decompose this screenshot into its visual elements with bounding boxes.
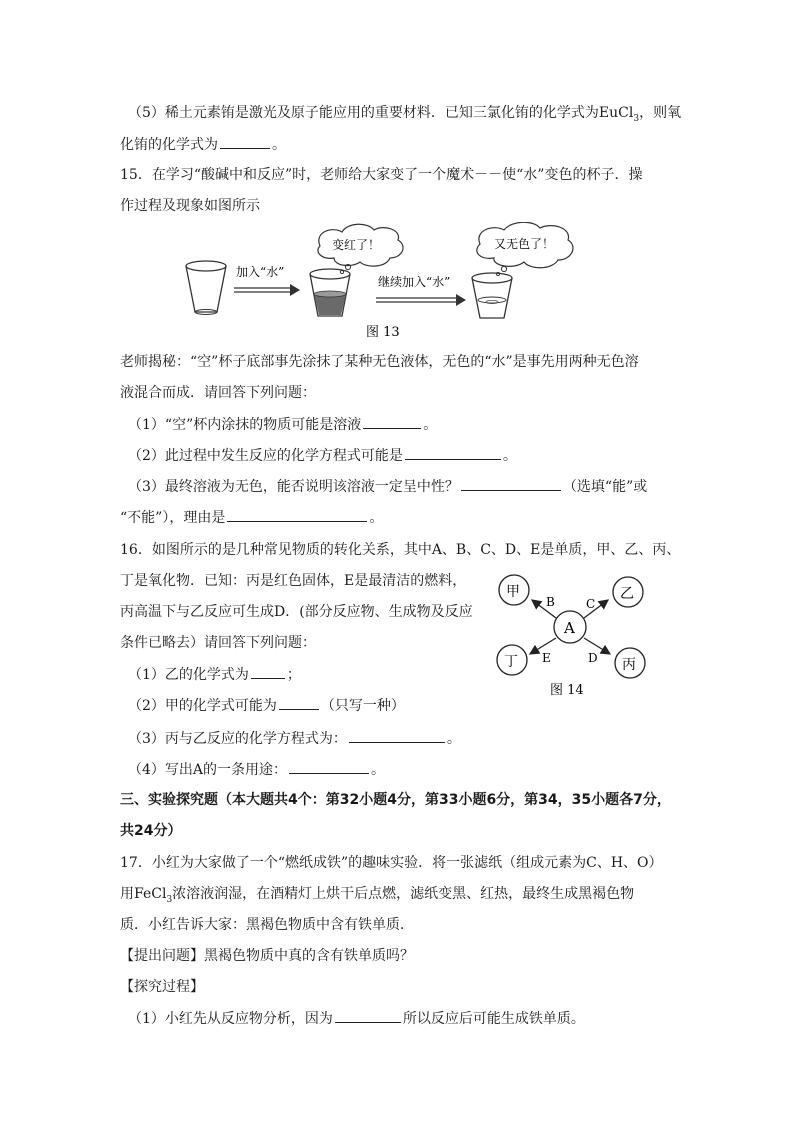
node-a: A bbox=[564, 619, 575, 637]
thought-bubble-1 bbox=[318, 224, 403, 273]
node-yi: 乙 bbox=[620, 586, 634, 602]
q16-line3: 丙高温下与乙反应可生成D．(部分反应物、生成物及反应 bbox=[120, 604, 473, 620]
q15-intro-line1: 15．在学习“酸碱中和反应”时，老师给大家变了一个魔术－－使“水”变色的杯子．操 bbox=[120, 167, 643, 183]
q17-line3: 质．小红告诉大家：黑褐色物质中含有铁单质． bbox=[120, 917, 414, 933]
answer-blank[interactable] bbox=[405, 445, 501, 460]
figure-14-caption: 图 14 bbox=[550, 683, 584, 698]
q16-part2: （2）甲的化学式可能为 （只写一种） bbox=[128, 695, 405, 716]
q15-part2: （2）此过程中发生反应的化学方程式可能是 。 bbox=[128, 445, 517, 466]
arrow-right-icon bbox=[234, 284, 300, 296]
clear-cup-icon bbox=[472, 273, 512, 318]
q17-ask: 【提出问题】黑褐色物质中真的含有铁单质吗？ bbox=[120, 948, 414, 964]
q16-line2: 丁是氧化物．已知：丙是红色固体，E是最清洁的燃料， bbox=[120, 573, 467, 589]
answer-blank[interactable] bbox=[279, 695, 319, 710]
q17-line1: 17．小红为大家做了一个“燃纸成铁”的趣味实验．将一张滤纸（组成元素为C、H、O） bbox=[120, 855, 663, 871]
node-ding: 丁 bbox=[504, 654, 518, 670]
arrow1-label: 加入“水” bbox=[236, 265, 285, 279]
figure-13-caption: 图 13 bbox=[366, 325, 400, 340]
answer-blank[interactable] bbox=[363, 414, 421, 429]
edge-label-b: B bbox=[546, 595, 555, 609]
answer-blank[interactable] bbox=[349, 728, 445, 743]
figure-13 bbox=[182, 222, 608, 344]
q16-line4: 条件已略去）请回答下列问题： bbox=[120, 635, 316, 651]
q17-line2: 用FeCl$_3$浓溶液润湿，在酒精灯上烘干后点燃，滤纸变黑、红热，最终生成黑褐色物 bbox=[120, 886, 635, 905]
edge-label-e: E bbox=[542, 651, 551, 665]
q15-intro-line2: 作过程及现象如图所示 bbox=[120, 198, 260, 214]
q16-part1: （1）乙的化学式为 ； bbox=[128, 664, 301, 685]
q15-reveal-line1: 老师揭秘：“空”杯子底部事先涂抹了某种无色液体，无色的“水”是事先用两种无色溶 bbox=[120, 354, 639, 370]
q14-5-line2: 化铕的化学式为 。 bbox=[120, 134, 286, 155]
bubble2-text: 又无色了！ bbox=[494, 237, 555, 251]
bubble1-text: 变红了！ bbox=[332, 238, 381, 252]
node-bing: 丙 bbox=[622, 657, 636, 673]
q15-part1: （1）“空”杯内涂抹的物质可能是溶液 。 bbox=[128, 414, 437, 435]
thought-bubble-2 bbox=[477, 222, 573, 275]
q15-part3: （3）最终溶液为无色，能否说明该溶液一定呈中性？ （选填“能”或 bbox=[128, 476, 647, 497]
node-jia: 甲 bbox=[506, 584, 520, 600]
figure-14 bbox=[490, 570, 668, 702]
answer-blank[interactable] bbox=[251, 664, 285, 679]
edge-label-d: D bbox=[588, 651, 598, 665]
q16-line1: 16．如图所示的是几种常见物质的转化关系，其中A、B、C、D、E是单质，甲、乙、丙、 bbox=[120, 542, 681, 558]
answer-blank[interactable] bbox=[220, 134, 270, 149]
q16-part3: （3）丙与乙反应的化学方程式为： 。 bbox=[128, 728, 461, 749]
q15-part3-cont: “不能”），理由是 。 bbox=[120, 507, 383, 528]
arrow-right-icon bbox=[376, 294, 466, 306]
section3-heading-line2: 共24分） bbox=[120, 823, 182, 839]
q15-reveal-line2: 液混合而成．请回答下列问题： bbox=[120, 385, 316, 401]
answer-blank[interactable] bbox=[289, 759, 369, 774]
red-cup-icon bbox=[310, 269, 350, 316]
q16-part4: （4）写出A的一条用途： 。 bbox=[128, 759, 385, 780]
arrow2-label: 继续加入“水” bbox=[378, 275, 451, 289]
section3-heading-line1: 三、实验探究题（本大题共4个：第32小题4分，第33小题6分，第34，35小题各7分， bbox=[120, 792, 671, 808]
answer-blank[interactable] bbox=[227, 507, 367, 522]
q17-procedure: 【探究过程】 bbox=[120, 979, 204, 995]
answer-blank[interactable] bbox=[335, 1008, 401, 1023]
answer-blank[interactable] bbox=[461, 476, 561, 491]
q17-part1: （1）小红先从反应物分析，因为 所以反应后可能生成铁单质。 bbox=[128, 1008, 585, 1029]
edge-label-c: C bbox=[586, 597, 596, 611]
empty-cup-icon bbox=[186, 261, 226, 315]
q14-5-line1: （5）稀土元素铕是激光及原子能应用的重要材料．已知三氯化铕的化学式为EuCl$_3$，则氧 bbox=[128, 105, 682, 124]
